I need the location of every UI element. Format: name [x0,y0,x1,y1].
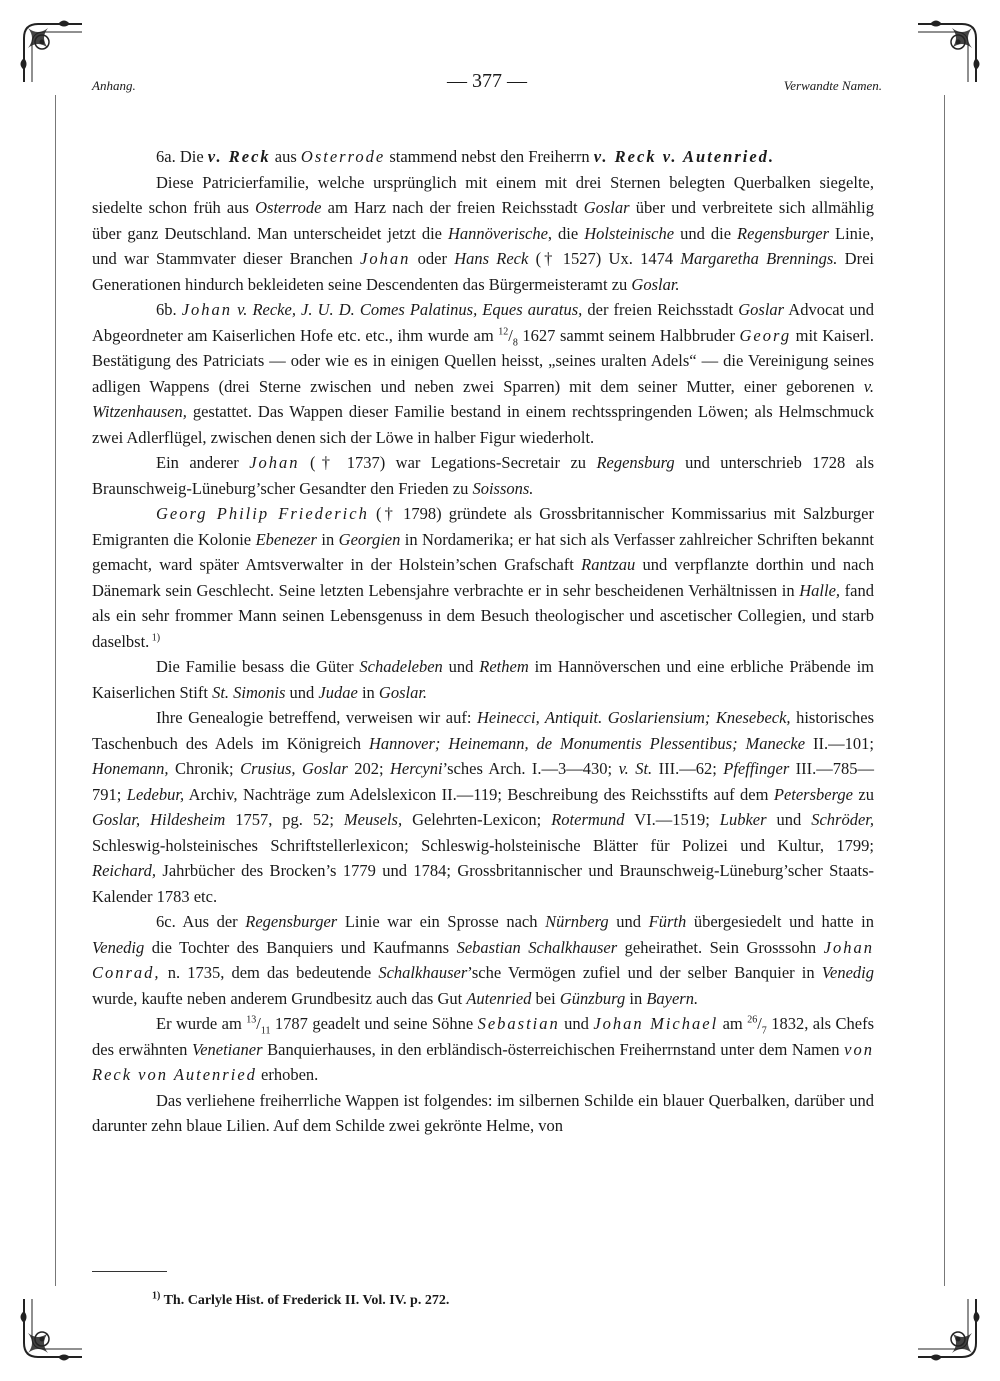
text-run: und [442,657,480,676]
place-name: Schadeleben [359,657,443,676]
corner-ornament-top-right [912,18,982,88]
flourish-icon [18,1293,88,1363]
date-numerator: 12 [498,326,509,337]
text-run: in [316,529,339,549]
place-name: Autenried [466,988,532,1008]
page-body [92,144,874,1139]
text-run: und verpflanzte dorthin und nach Dänemark sein Geschlecht. Seine letzten Lebensjahre verbrachte er in sehr bescheidenen Verhältnissen in [92,555,874,600]
text-run: Archiv, Nachträge zum Adelslexicon II.—119; Beschreibung des Reichsstifts auf dem [184,784,774,804]
text-run: ’sche Vermögen zufiel und der selber Banquier in [467,963,822,982]
date-slash: / [508,325,513,345]
text-run: der freien Reichsstadt [582,300,739,319]
paragraph-georg-philip [92,501,874,654]
person-name: v. Witzenhausen, [92,376,874,421]
text-run: bei [531,988,560,1008]
place-name: Goslar, Hildesheim [92,810,226,829]
text-run: Banquierhauses, in den erbländisch-österreichischen Freiherrnstand unter dem Namen [262,1039,845,1059]
place-name: Georgien [338,529,401,549]
place-name: Halle, [799,580,841,600]
border-rule-right [944,95,945,1286]
source-ref: v. St. [618,759,653,778]
paragraph-gueter [92,654,874,705]
text-run: Advocat und Abgeordneter am Kaiserlichen Hofe etc. etc., ihm wurde am [92,300,875,345]
flourish-icon [912,1293,982,1363]
line-name: Regensburger [737,223,829,243]
date-numerator: 13 [246,1014,257,1026]
text-run: mit Kaiserl. Bestätigung des Patriciats — oder wie es in einigen Quellen heisst, „seines uralten Adels“ — die Vereinigung seines adligen Wappens (drei Sterne zwischen und neben zwei Sparren) mit dem seiner Mutter, einer geborenen [92,325,874,396]
place-name: Goslar [738,300,785,319]
text-run: ’sches Arch. I.—3—430; [442,759,619,778]
paragraph-6a-heading [92,144,874,170]
text-run: Er wurde am [156,1014,247,1033]
source-ref: Honemann, [92,759,169,778]
text-run: 1627 sammt seinem Halbbruder [517,325,740,345]
source-ref: Crusius, Goslar [240,759,348,778]
text-run: († 1527) Ux. 1474 [528,249,681,268]
text-run: Linie war ein Sprosse nach [337,912,546,931]
person-name: Margaretha Brennings. [680,249,838,268]
running-header [92,64,882,104]
text-run: in [357,682,379,702]
person-name: Johan [360,249,411,268]
source-ref: Heinecci, Antiquit. Goslariensium; Knesebeck, [476,708,791,727]
source-ref: Reichard, [92,861,156,880]
text-run: über und verbreitete sich allmählig über ganz Deutschland. Man unterscheidet jetzt die [92,198,874,243]
text-run: und [559,1014,594,1033]
text-run: am Harz nach der freien Reichsstadt [321,198,584,217]
page-number: — 377 — [447,70,527,92]
text-run: im Hannöverschen und eine erbliche Präbende im Kaiserlichen Stift [92,657,874,702]
text-run: Chronik; [168,759,241,778]
person-name: Schalkhauser [378,963,468,982]
source-ref: Pfeffinger [723,759,790,778]
text-run: II.—101; [805,733,875,753]
source-ref: Ledebur, [126,784,185,804]
text-run: oder [410,249,455,268]
line-name: Regensburger [245,912,338,931]
text-run: 6b. [156,300,182,319]
source-ref: Hercyni [390,759,443,778]
text-run: († 1737) war Legations-Secretair zu [299,453,597,472]
text-run: die Tochter des Banquiers und Kaufmanns [144,937,457,957]
place-name: Regensburg [596,453,675,472]
text-run: Gelehrten-Lexicon; [402,810,552,829]
place-name: Rethem [479,657,529,676]
text-run: 1757, pg. 52; [225,810,344,829]
paragraph-patricierfamilie [92,170,874,298]
source-ref: Rotermund [551,810,625,829]
line-name: Venetianer [191,1039,263,1059]
family-name: von Reck von Autenried [92,1039,874,1084]
date-numerator: 26 [747,1014,758,1026]
date-slash: / [256,1014,261,1033]
person-name: Johan Conrad, [92,937,874,982]
text-run: historisches Taschenbuch des Adels im Königreich [92,708,874,753]
text-run: Ein anderer [156,453,250,472]
text-run: erhoben. [256,1065,319,1084]
person-title: v. Recke, J. U. D. Comes Palatinus, Eques auratus, [237,300,583,319]
text-run: Das verliehene freiherrliche Wappen ist folgendes: im silbernen Schilde ein blauer Querbalken, darüber und darunter zehn blaue Lilien. Auf dem Schilde zwei gekrönte Helme, von [92,1090,874,1135]
text-run: geheirathet. Sein Grosssohn [617,937,824,957]
text-run: in [625,988,647,1008]
place-name: Ebenezer [255,529,317,549]
text-run: und die [674,223,738,243]
paragraph-6c [92,909,874,1011]
source-ref: Lubker [719,810,767,829]
source-ref: Schröder, [811,810,874,829]
family-name: v. Reck [207,147,271,166]
text-run: († 1798) gründete als Grossbritannischer Kommissarius mit Salzburger Emigranten die Kolonie [92,504,874,549]
text-run: am [718,1014,748,1033]
place-name: Venedig [821,963,874,982]
corner-ornament-bottom-left [18,1293,88,1363]
text-run: Jahrbücher des Brocken’s 1779 und 1784; Grossbritannischer und Braunschweig-Lüneburg’scher Staats-Kalender 1783 etc. [92,861,874,906]
place-name: Petersberge [773,784,853,804]
place-name: Venedig [92,937,145,957]
source-ref: Hannover; Heinemann, de Monumentis Plessentibus; Manecke [368,733,806,753]
text-run: n. 1735, dem das bedeutende [160,963,379,982]
person-name: Sebastian Schalkhauser [456,937,618,957]
text-run: Linie, und war Stammvater dieser Branchen [92,223,874,268]
paragraph-johan-1737 [92,450,874,501]
text-run: VI.—1519; [624,810,720,829]
text-run: 1787 geadelt und seine Söhne [270,1014,478,1033]
text-run: übergesiedelt und hatte in [686,912,874,931]
text-run: Diese Patricierfamilie, welche ursprünglich mit einem mit drei Sternen belegten Querbalken siegelte, siedelte schon früh aus [92,172,874,217]
text-run: gestattet. Das Wappen dieser Familie bestand in einem rechtsspringenden Löwen; als Helmschmuck zwei Adlerflügel, zwischen denen sich der Löwe in halber Figur wiederholt. [92,402,874,447]
corner-ornament-top-left [18,18,88,88]
text-run: in Nordamerika; er hat sich als Verfasser zahlreicher Schriften bekannt gemacht, ward später Amtsverwalter in der Holstein’schen Grafschaft [92,529,875,574]
header-section-title: Anhang. [92,78,136,93]
corner-ornament-bottom-right [912,1293,982,1363]
date-denominator: 7 [761,1025,767,1037]
place-name: Fürth [648,912,687,931]
date-slash: / [757,1014,762,1033]
place-name: Nürnberg [545,912,609,931]
person-name: Johan Michael [593,1014,719,1033]
place-name: Osterrode [255,198,322,217]
text-run: fand als ein sehr frommer Mann seinen Lebensgenuss in dem Besuch theologischer und ascetischer Collegien, und starb daselbst. [92,580,874,651]
text-run: 6c. Aus der [156,912,246,931]
text-run: Die Familie besass die Güter [156,657,360,676]
place-name: Goslar [583,198,630,217]
place-name: Judae [318,682,358,702]
person-name: Sebastian [477,1014,560,1033]
person-name: Georg [739,325,792,345]
footnote-text: Th. Carlyle Hist. of Frederick II. Vol. IV. p. 272. [160,1293,450,1308]
flourish-icon [18,18,88,88]
place-name: Osterrode [300,147,386,166]
line-name: Holsteinische [584,223,675,243]
paragraph-genealogie-sources [92,705,874,909]
date-denominator: 11 [260,1025,271,1037]
line-name: Hannöverische [448,223,548,243]
place-name: Günzburg [559,988,626,1008]
place-name: Soissons. [472,478,534,498]
person-name: Johan [181,300,233,319]
header-chapter-title: Verwandte Namen. [783,78,882,93]
family-name: v. Reck v. Autenried. [593,147,776,166]
footnote-divider [92,1271,167,1272]
text-run: 6a. Die [156,147,208,166]
footnote [152,1290,450,1309]
place-name: St. Simonis [212,682,286,702]
border-rule-left [55,95,56,1286]
text-run: 1832, als Chefs des erwähnten [92,1014,875,1059]
text-run: Drei Generationen hindurch bekleideten seine Descendenten das Bürgermeisteramt zu [92,249,874,294]
person-name: Johan [249,453,300,472]
date-denominator: 8 [512,336,518,348]
text-run: stammend nebst den Freiherrn [385,147,594,166]
place-name: Rantzau [581,555,636,574]
text-run: Schleswig-holsteinisches Schriftstellerlexicon; Schleswig-holsteinische Blätter für Polizei und Kultur, 1799; [92,835,874,855]
place-name: Goslar. [631,274,680,294]
text-run: und unterschrieb 1728 als Braunschweig-Lüneburg’scher Gesandter den Frieden zu [92,453,874,498]
text-run: III.—785—791; [92,759,875,804]
footnote-ref: 1) [149,632,161,643]
text-run: und [608,912,649,931]
person-name: Georg Philip Friederich [156,504,369,523]
paragraph-6b [92,297,874,450]
text-run: 202; [347,759,391,778]
footnote-marker: 1) [152,1290,161,1302]
text-run: aus [270,147,301,166]
text-run: wurde, kaufte neben anderem Grundbesitz auch das Gut [92,988,467,1008]
text-run: Ihre Genealogie betreffend, verweisen wir auf: [156,708,477,727]
person-name: Hans Reck [454,249,529,268]
source-ref: Meusels, [343,810,403,829]
text-run: und [285,682,319,702]
flourish-icon [912,18,982,88]
place-name: Goslar. [378,682,428,702]
text-run: III.—62; [652,759,724,778]
paragraph-wappen [92,1088,874,1139]
text-run: zu [852,784,875,804]
text-run: , die [547,223,585,243]
paragraph-geadelt [92,1011,874,1088]
place-name: Bayern. [646,988,699,1008]
text-run: und [766,810,812,829]
